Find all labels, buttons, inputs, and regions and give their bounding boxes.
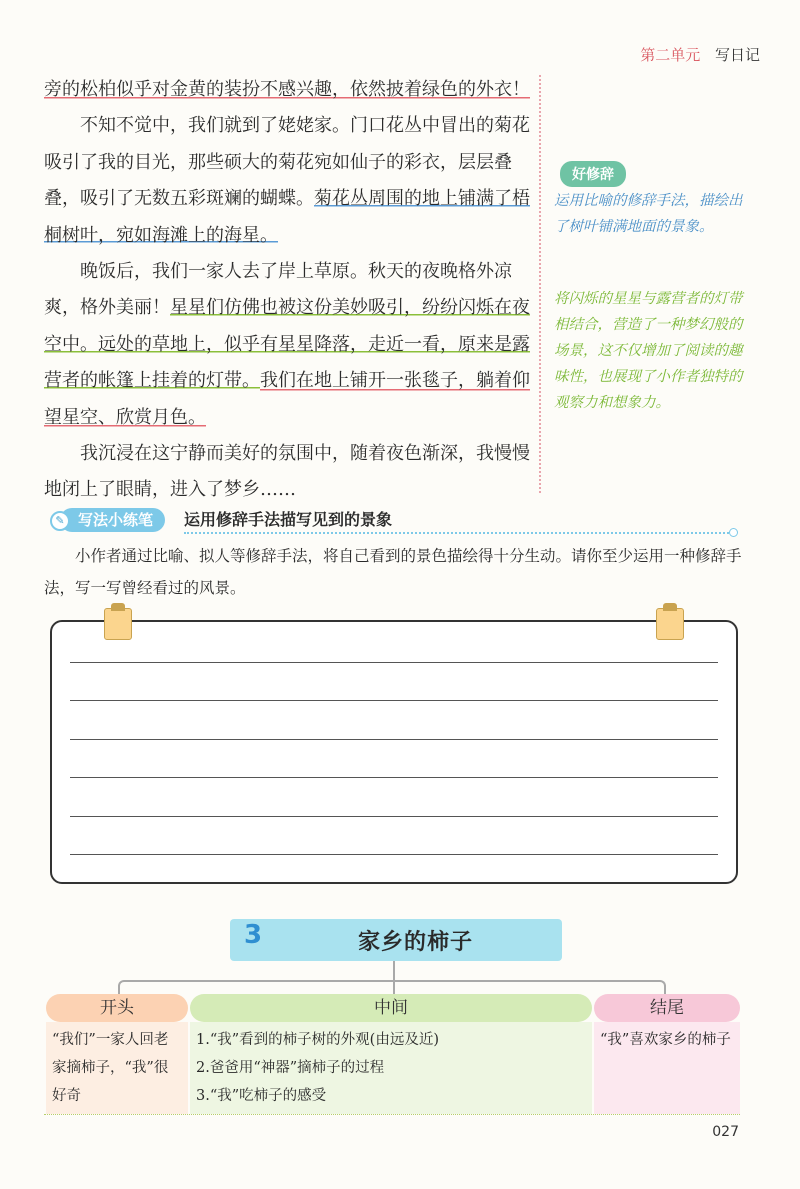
outline-column-end [594, 994, 740, 1114]
margin-divider [539, 75, 541, 493]
story-title-banner [230, 919, 562, 961]
writing-line[interactable] [70, 777, 718, 778]
outline-column-start [46, 994, 188, 1114]
connector-line [393, 961, 395, 981]
writing-line[interactable] [70, 816, 718, 817]
column-body-start [46, 1022, 188, 1114]
essay-p2-end: 我们在地上铺开一张毯子，躺着仰望星空、欣赏月色。 [44, 370, 530, 428]
essay-paragraph-3 [44, 436, 530, 509]
column-line: “我”喜欢家乡的柿子 [600, 1032, 731, 1048]
essay-p2-highlight: 星星们仿佛也被这份美妙吸引，纷纷闪烁在夜空中。远处的草地上，似乎有星星降落，走近一看，原来是露营者的帐篷上挂着的灯带。 [44, 297, 530, 392]
essay-p1-highlight: 菊花丛周围的地上铺满了梧桐树叶，宛如海滩上的海星。 [44, 188, 530, 246]
column-line: 2.爸爸用“神器”摘柿子的过程 [196, 1060, 385, 1076]
column-body-end [594, 1022, 740, 1114]
writing-line[interactable] [70, 854, 718, 855]
practice-section-header [44, 508, 738, 534]
unit-label: 第二单元 [640, 46, 701, 64]
paper-clip-icon [104, 608, 132, 640]
essay-p3-text: 我沉浸在这宁静而美好的氛围中，随着夜色渐深，我慢慢地闭上了眼睛，进入了梦乡…… [44, 443, 530, 501]
column-heading-end: 结尾 [594, 994, 740, 1022]
writing-area[interactable] [50, 620, 738, 884]
column-line: 1.“我”看到的柿子树的外观(由远及近) [196, 1032, 439, 1048]
essay-paragraph-1 [44, 108, 530, 254]
page-header [640, 44, 760, 65]
practice-divider [184, 532, 732, 534]
pencil-icon: ✎ [50, 511, 70, 531]
practice-prompt-text: 小作者通过比喻、拟人等修辞手法，将自己看到的景色描绘得十分生动。请你至少运用一种修辞手法，写一写曾经看过的风景。 [44, 547, 742, 597]
practice-tag: 写法小练笔 [60, 508, 165, 532]
essay-p0-text: 旁的松柏似乎对金黄的装扮不感兴趣，依然披着绿色的外衣！ [44, 79, 530, 100]
essay-paragraph-2 [44, 254, 530, 436]
essay-p2-plain: 晚饭后，我们一家人去了岸上草原。秋天的夜晚格外凉爽，格外美丽！ [44, 261, 512, 319]
outline-column-middle [190, 994, 592, 1114]
story-title: 家乡的柿子 [358, 930, 474, 955]
column-line: 3.“我”吃柿子的感受 [196, 1088, 327, 1104]
essay-p1-plain: 不知不觉中，我们就到了姥姥家。门口花丛中冒出的菊花吸引了我的目光，那些硕大的菊花宛如仙子的彩衣，层层叠叠，吸引了无数五彩斑斓的蝴蝶。 [44, 115, 530, 210]
page-number: 027 [712, 1124, 739, 1140]
paper-clip-icon [656, 608, 684, 640]
practice-divider-end [729, 528, 738, 537]
footer-divider [44, 1114, 740, 1115]
annotation-imagery: 将闪烁的星星与露营者的灯带相结合，营造了一种梦幻般的场景，这不仅增加了阅读的趣味性，也展现了小作者独特的观察力和想象力。 [554, 291, 743, 411]
column-body-middle [190, 1022, 592, 1114]
column-heading-start: 开头 [46, 994, 188, 1022]
writing-line[interactable] [70, 700, 718, 701]
connector-line [393, 980, 395, 994]
practice-title: 运用修辞手法描写见到的景象 [184, 510, 393, 529]
column-line: “我们”一家人回老家摘柿子，“我”很好奇 [52, 1032, 169, 1104]
writing-line[interactable] [70, 739, 718, 740]
writing-line[interactable] [70, 662, 718, 663]
rhetoric-badge: 好修辞 [560, 161, 626, 187]
annotation-simile: 运用比喻的修辞手法，描绘出了树叶铺满地面的景象。 [554, 193, 743, 235]
essay-paragraph-0 [44, 72, 530, 108]
story-number: 3 [244, 920, 263, 950]
essay-body [44, 72, 530, 509]
section-label: 写日记 [714, 46, 760, 64]
practice-prompt [44, 540, 744, 604]
column-heading-middle: 中间 [190, 994, 592, 1022]
